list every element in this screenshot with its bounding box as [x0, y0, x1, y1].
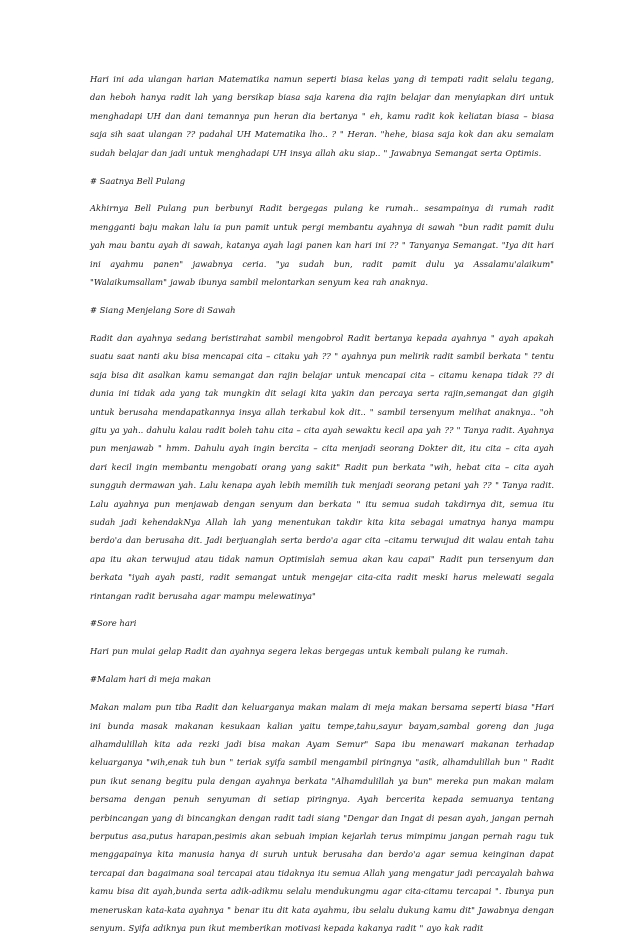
spacer: [90, 319, 554, 329]
spacer: [90, 162, 554, 172]
heading-malam-hari: #Malam hari di meja makan: [90, 674, 211, 685]
paragraph-sore: Hari pun mulai gelap Radit dan ayahnya segera lekas bergegas untuk kembali pulang ke rumah.: [90, 646, 509, 657]
spacer: [90, 661, 554, 671]
heading-siang-sawah: # Siang Menjelang Sore di Sawah: [90, 304, 236, 315]
spacer: [90, 190, 554, 200]
paragraph-ulangan: Hari ini ada ulangan harian Matematika namun seperti biasa kelas yang di tempati radit selalu tegang, dan heboh hanya radit lah yang bersikap biasa saja karena dia rajin belajar dan menyiapkan diri untuk menghadapi UH dan dani temannya pun heran dia bertanya " eh, kamu radit kok keliatan biasa – biasa saja sih saat ulangan ?? padahal UH Matematika lho.. ? " Heran. "hehe, biasa saja kok dan aku semalam sudah belajar dan jadi untuk menghadapi UH insya allah aku siap.. " Jawabnya Semangat serta Optimis.: [90, 74, 554, 158]
spacer: [90, 605, 554, 615]
heading-sore-hari: #Sore hari: [90, 618, 137, 629]
paragraph-malam: Makan malam pun tiba Radit dan keluarganya makan malam di meja makan bersama seperti biasa "Hari ini bunda masak makanan kesukaan kalian yaitu tempe,tahu,sayur bayam,sambal goreng dan juga alhamdulillah kita ada rezki jadi bisa makan Ayam Semur" Sapa ibu menawari makanan terhadap keluarganya "wih,enak tuh bun " teriak syifa sambil mengambil piringnya "asik, alhamdulillah bun " Radit pun ikut senang begitu pula dengan ayahnya berkata "Alhamdulillah ya bun" mereka pun makan malam bersama dengan penuh senyuman di setiap piringnya. Ayah bercerita kepada semuanya tentang perbincangan yang di bincangkan dengan radit tadi siang "Dengar dan Ingat di pesan ayah, jangan pernah berputus asa,putus harapan,pesimis akan sebuah impian kejarlah terus mimpimu jangan pernah ragu tuk menggapainya kita manusia hanya di suruh untuk berusaha dan berdo'a agar semua keinginan dapat tercapai dan bagaimana soal tercapai atau tidaknya itu semua Allah yang mengatur jadi percayalah bahwa kamu bisa dit ayah,bunda serta adik-adikmu selalu mendukungmu agar cita-citamu tercapai ". Ibunya pun meneruskan kata-kata ayahnya " benar itu dit kata ayahmu, ibu selalu dukung kamu dit" Jawabnya dengan senyum. Syifa adiknya pun ikut memberikan motivasi kepada kakanya radit " ayo kak radit: [90, 702, 554, 934]
heading-bell-pulang: # Saatnya Bell Pulang: [90, 175, 186, 186]
spacer: [90, 689, 554, 699]
paragraph-sawah: Radit dan ayahnya sedang beristirahat sambil mengobrol Radit bertanya kepada ayahnya " ayah apakah suatu saat nanti aku bisa mencapai cita – citaku yah ?? " ayahnya pun melirik radit sambil berkata " tentu saja bisa dit asalkan kamu semangat dan rajin belajar untuk mencapai cita – citamu kenapa tidak ?? di dunia ini tidak ada yang tak mungkin dit selagi kita yakin dan percaya serta rajin,semangat dan gigih untuk berusaha mendapatkannya insya allah terkabul kok dit.. " sambil tersenyum melihat anaknya.. "oh gitu ya yah.. dahulu kalau radit boleh tahu cita – cita ayah sewaktu kecil apa yah ?? " Tanya radit. Ayahnya pun menjawab " hmm. Dahulu ayah ingin bercita – cita menjadi seorang Dokter dit, itu cita – cita ayah dari kecil ingin membantu mengobati orang yang sakit" Radit pun berkata "wih, hebat cita – cita ayah sungguh dermawan yah. Lalu kenapa ayah lebih memilih tuk menjadi seorang petani yah ?? " Tanya radit. Lalu ayahnya pun menjawab dengan senyum dan berkata " itu semua sudah takdirnya dit, semua itu sudah jadi kehendakNya Allah lah yang menentukan takdir kita kita sebagai umatnya hanya mampu berdo'a dan berusaha dit. Jadi berjuanglah serta berdo'a agar cita –citamu terwujud dit walau entah tahu apa itu akan terwujud atau tidak namun Optimislah semua akan kau capai" Radit pun tersenyum dan berkata "iyah ayah pasti, radit semangat untuk mengejar cita-cita radit meski harus melewati segala rintangan radit berusaha agar mampu melewatinya": [90, 332, 554, 601]
spacer: [90, 633, 554, 643]
paragraph-pulang: Akhirnya Bell Pulang pun berbunyi Radit bergegas pulang ke rumah.. sesampainya di rumah radit mengganti baju makan lalu ia pun pamit untuk pergi membantu ayahnya di sawah "bun radit pamit dulu yah mau bantu ayah di sawah, katanya ayah lagi panen kan hari ini ?? " Tanyanya Semangat. "Iya dit hari ini ayahmu panen" jawabnya ceria. "ya sudah bun, radit pamit dulu ya Assalamu'alaikum" "Walaikumsallam" jawab ibunya sambil melontarkan senyum kea rah anaknya.: [90, 203, 554, 288]
spacer: [90, 291, 554, 301]
